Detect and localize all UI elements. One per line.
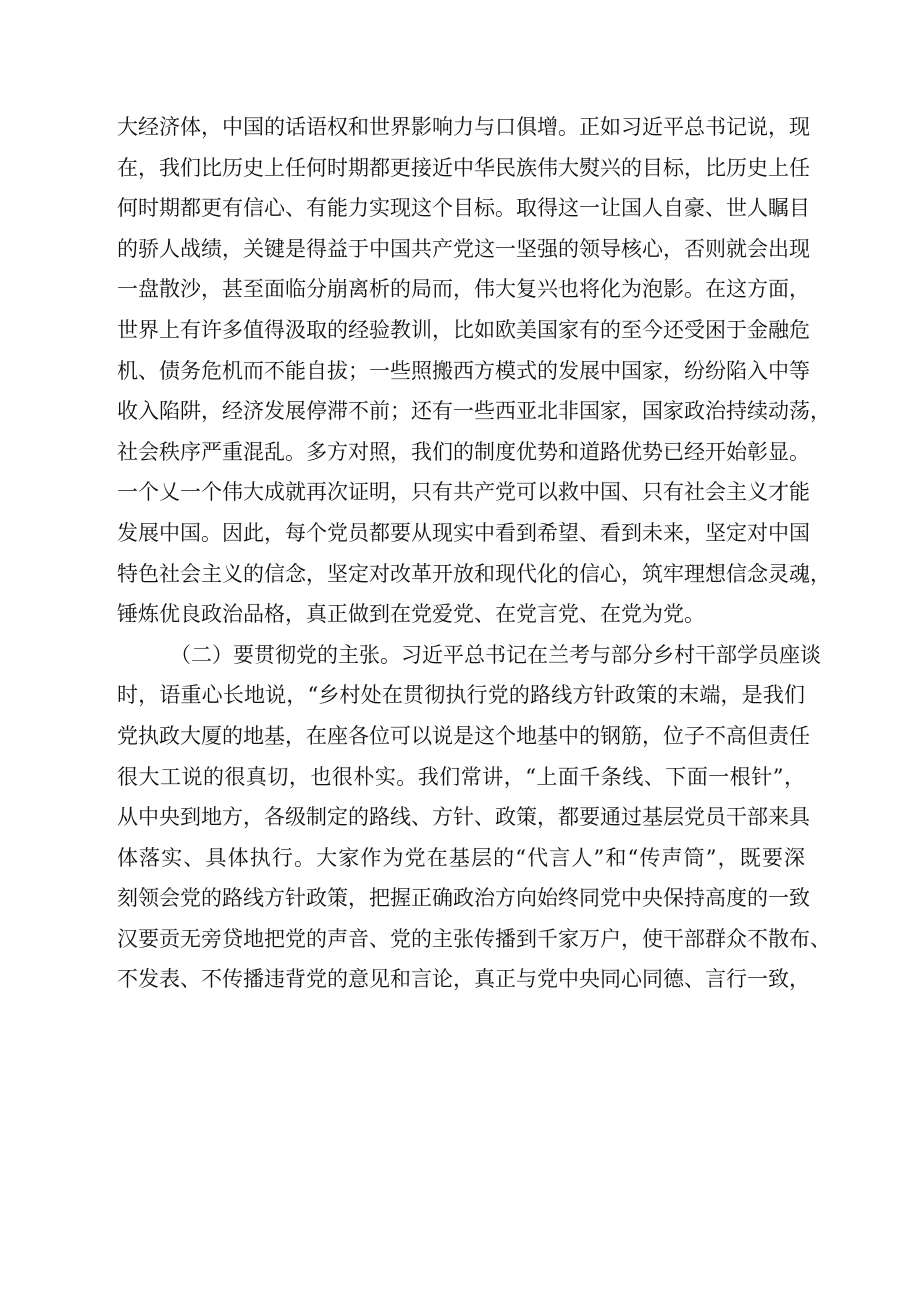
text-line: 党执政大厦的地基，在座各位可以说是这个地基中的钢筋，位子不高但责任 (117, 723, 810, 748)
paragraph-last-line: 锤炼优良政治品格，真正做到在党爱党、在党言党、在党为党。 (117, 602, 705, 627)
section-heading-line: （二）要贯彻党的主张。习近平总书记在兰考与部分乡村干部学员座谈 (170, 642, 821, 667)
text-line: 汉要贡无旁贷地把党的声音、党的主张传播到千家万户，使干部群众不散布、 (117, 926, 831, 951)
text-line: 机、债务危机而不能自拔；一些照搬西方模式的发展中国家，纷纷陷入中等 (117, 358, 810, 383)
text-line: 的骄人战绩，关键是得益于中国共产党这一坚强的领导核心，否则就会出现 (117, 236, 810, 261)
text-line: 收入陷阱，经济发展停滞不前；还有一些西亚北非国家，国家政治持续动荡， (117, 399, 831, 424)
text-line: 一盘散沙，甚至面临分崩离析的局而，伟大复兴也将化为泡影。在这方面， (117, 277, 810, 302)
text-line: 何时期都更有信心、有能力实现这个目标。取得这一让国人自豪、世人瞩目 (117, 196, 810, 221)
text-line: 特色社会主义的信念，坚定对改革开放和现代化的信心，筑牢理想信念灵魂， (117, 561, 831, 586)
text-line: 社会秩序严重混乱。多方对照，我们的制度优势和道路优势已经开始彰显。 (117, 439, 810, 464)
text-line: 从中央到地方，各级制定的路线、方针、政策，都要通过基层党员干部来具 (117, 805, 810, 830)
text-line: 时，语重心长地说，“乡村处在贯彻执行党的路线方针政策的末端，是我们 (117, 683, 805, 708)
text-line: 刻领会党的路线方针政策，把握正确政治方向始终同党中央保持高度的一致 (117, 886, 810, 911)
text-line: 体落实、具体执行。大家作为党在基层的“代言人”和“传声筒”，既要深 (117, 845, 805, 870)
text-line: 很大工说的很真切，也很朴实。我们常讲，“上面千条线、下面一根针”， (117, 764, 805, 789)
text-line: 不发表、不传播违背党的意见和言论，真正与党中央同心同德、言行一致， (117, 967, 810, 992)
text-line: 一个乂一个伟大成就再次证明，只有共产党可以救中国、只有社会主义才能 (117, 480, 810, 505)
text-line: 发展中国。因此，每个党员都要从现实中看到希望、看到未来，坚定对中国 (117, 520, 810, 545)
body-text (117, 107, 831, 1000)
text-line: 在，我们比历史上任何时期都更接近中华民族伟大熨兴的目标，比历史上任 (117, 155, 810, 180)
text-line: 大经济体，中国的话语权和世界影响力与口俱增。正如习近平总书记说，现 (117, 115, 810, 139)
text-line: 世界上有许多值得汲取的经验教训，比如欧美国家有的至今还受困于金融危 (117, 317, 810, 342)
